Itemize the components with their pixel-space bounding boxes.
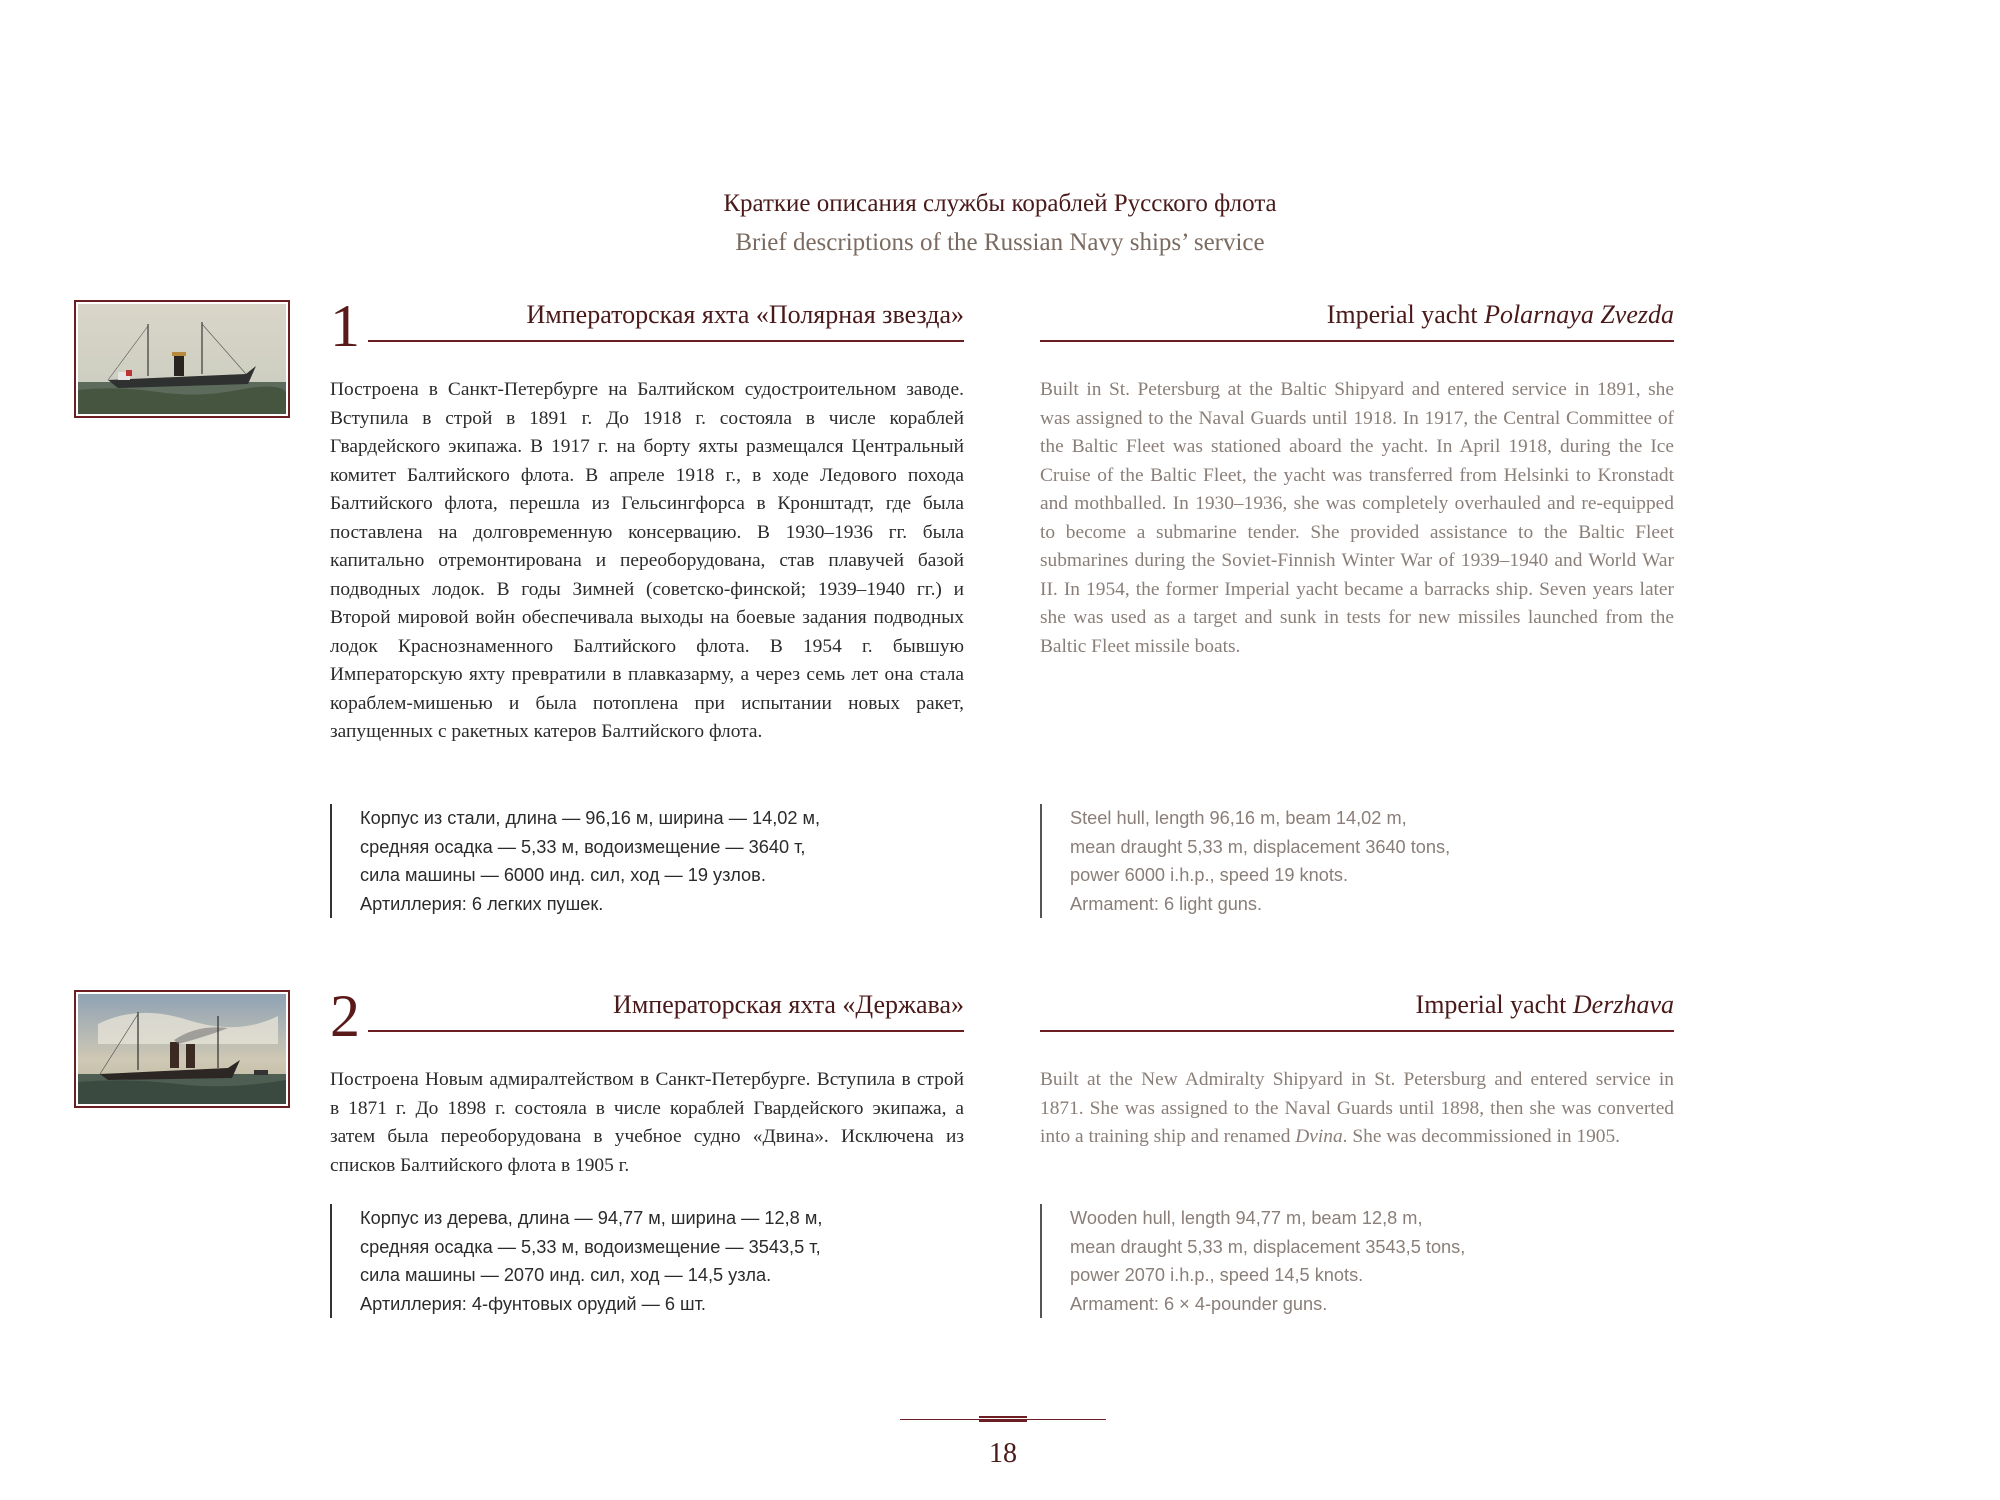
- spec-line: сила машины — 2070 инд. сил, ход — 14,5 узла.: [360, 1265, 772, 1285]
- spec-block-en: [1040, 804, 1450, 918]
- section-title-en: Brief descriptions of the Russian Navy ships’ service: [735, 229, 1265, 256]
- spec-line: power 6000 i.h.p., speed 19 knots.: [1070, 865, 1349, 885]
- entry-title-en-row: [1040, 990, 1674, 1032]
- spec-line: Корпус из стали, длина — 96,16 м, ширина — 14,02 м,: [360, 808, 821, 828]
- spec-line: Корпус из дерева, длина — 94,77 м, ширина — 12,8 м,: [360, 1208, 823, 1228]
- spec-line: Steel hull, length 96,16 m, beam 14,02 m,: [1070, 808, 1407, 828]
- spec-line: Armament: 6 light guns.: [1070, 893, 1263, 914]
- spec-line: средняя осадка — 5,33 м, водоизмещение — 3543,5 т,: [360, 1236, 821, 1257]
- entry-body-en: Built in St. Petersburg at the Baltic Shipyard and entered service in 1891, she was assigned to the Naval Guards until 1918. In 1917, the Central Committee of the Baltic Fleet was stationed aboard the yacht. In April 1918, during the Ice Cruise of the Baltic Fleet, the yacht was transferred from Helsinki to Kronstadt and mothballed. In 1930–1936, she was completely overhauled and re-equipped to become a submarine tender. She provided assistance to the Baltic Fleet submarines during the Soviet-Finnish Winter War of 1939–1940 and World War II. In 1954, the former Imperial yacht became a barracks ship. Seven years later she was used as a target and sunk in tests for new missiles launched from the Baltic Fleet missile boats.: [1040, 379, 1674, 657]
- spec-line: Wooden hull, length 94,77 m, beam 12,8 m,: [1070, 1208, 1423, 1228]
- spec-block-ru: [330, 804, 820, 918]
- spec-line: сила машины — 6000 инд. сил, ход — 19 узлов.: [360, 865, 766, 885]
- footer-ornament: [979, 1416, 1027, 1422]
- entry-body-ru: Построена в Санкт-Петербурге на Балтийском судостроительном заводе. Вступила в строй в 1891 г. До 1918 г. состояла в числе кораблей Гвардейского экипажа. В 1917 г. на борту яхты размещался Центральный комитет Балтийского флота. В апреле 1918 г., в ходе Ледового похода Балтийского флота, перешла из Гельсингфорса в Кронштадт, где была поставлена на долговременную консервацию. В 1930–1936 гг. была капитально отремонтирована и переоборудована, став плавучей базой подводных лодок. В годы Зимней (советско-финской; 1939–1940 гг.) и Второй мировой войн обеспечивала выходы на боевые задания подводных лодок Краснознаменного Балтийского флота. В 1954 г. бывшую Императорскую яхту превратили в плавказарму, а через семь лет она стала кораблем-мишенью и была потоплена при испытании новых ракет, запущенных с ракетных катеров Балтийского флота.: [330, 379, 964, 742]
- spec-line: Артиллерия: 4-фунтовых орудий — 6 шт.: [360, 1293, 706, 1314]
- entry-number: 1: [330, 293, 360, 359]
- spec-line: средняя осадка — 5,33 м, водоизмещение — 3640 т,: [360, 836, 806, 857]
- section-title-ru: Краткие описания службы кораблей Русского флота: [723, 190, 1277, 217]
- page-number: 18: [989, 1438, 1017, 1469]
- spec-block-ru: [330, 1204, 822, 1318]
- entry-body-ru: Построена Новым адмиралтейством в Санкт-Петербурге. Вступила в строй в 1871 г. До 1898 г. состояла в числе кораблей Гвардейского экипажа, а затем была переоборудована в учебное судно «Двина». Исключена из списков Балтийского флота в 1905 г.: [330, 1069, 964, 1176]
- spec-line: Артиллерия: 6 легких пушек.: [360, 893, 604, 914]
- entry-title-en: Imperial yacht Derzhava: [1415, 990, 1674, 1019]
- entry-title-ru-row: [368, 990, 964, 1032]
- entry-title-en-row: [1040, 300, 1674, 342]
- entry-body-en: Built at the New Admiralty Shipyard in St. Petersburg and entered service in 1871. She was assigned to the Naval Guards until 1898, then she was converted into a training ship and renamed Dvina. She was decommissioned in 1905.: [1040, 1069, 1674, 1147]
- entry-title-ru-row: [368, 300, 964, 342]
- spec-line: mean draught 5,33 m, displacement 3640 tons,: [1070, 836, 1451, 857]
- ship-illustration-1: [74, 300, 290, 418]
- entry-title-en: Imperial yacht Polarnaya Zvezda: [1326, 300, 1674, 329]
- entry-number: 2: [330, 983, 360, 1049]
- spec-line: Armament: 6 × 4-pounder guns.: [1070, 1293, 1328, 1314]
- ship-illustration-2: [74, 990, 290, 1108]
- spec-line: power 2070 i.h.p., speed 14,5 knots.: [1070, 1265, 1364, 1285]
- entry-title-ru: Императорская яхта «Держава»: [613, 990, 964, 1019]
- spec-line: mean draught 5,33 m, displacement 3543,5 tons,: [1070, 1236, 1466, 1257]
- entry-title-ru: Императорская яхта «Полярная звезда»: [526, 300, 964, 329]
- spec-block-en: [1040, 1204, 1465, 1318]
